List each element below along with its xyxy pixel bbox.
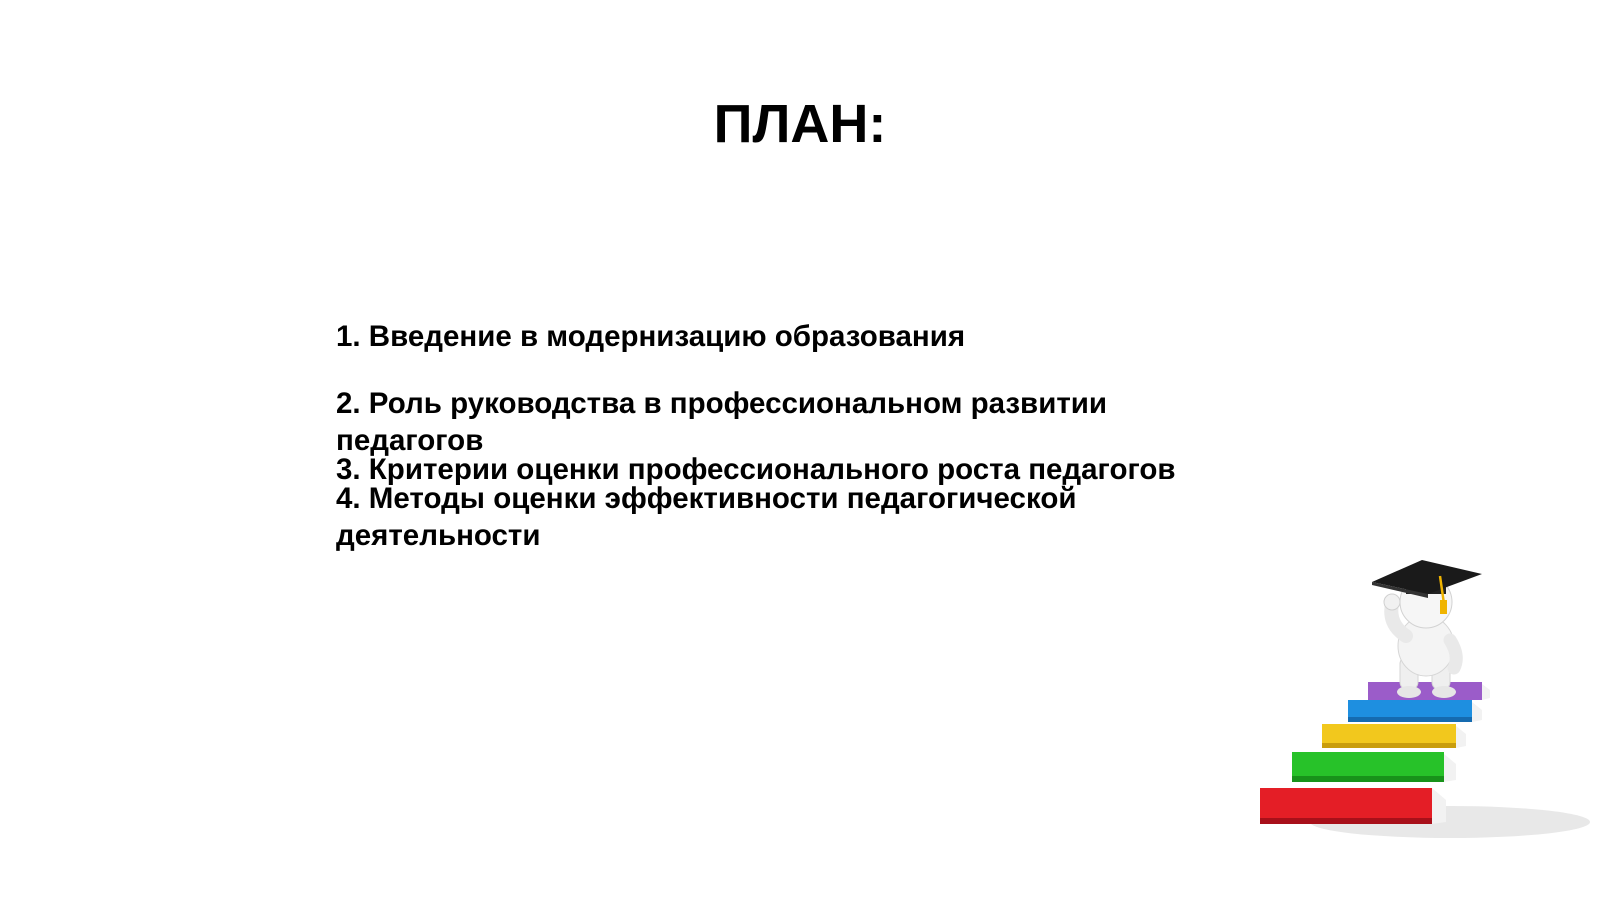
book-green <box>1292 752 1456 782</box>
book-red <box>1260 788 1446 824</box>
plan-item-1: 1. Введение в модернизацию образования <box>336 320 966 353</box>
plan-item-2: 2. Роль руководства в профессиональном развитии педагогов <box>336 387 1108 457</box>
book-blue <box>1348 700 1482 722</box>
slide-title: ПЛАН: <box>713 94 887 154</box>
plan-item-4: 4. Методы оценки эффективности педагогической деятельности <box>336 482 1077 552</box>
graduate-on-books-icon <box>1260 560 1600 890</box>
book-yellow <box>1322 724 1466 748</box>
plan-item-3: 3. Критерии оценки профессионального роста педагогов <box>336 453 1176 486</box>
plan-list <box>336 318 1176 554</box>
book-purple <box>1368 682 1490 700</box>
